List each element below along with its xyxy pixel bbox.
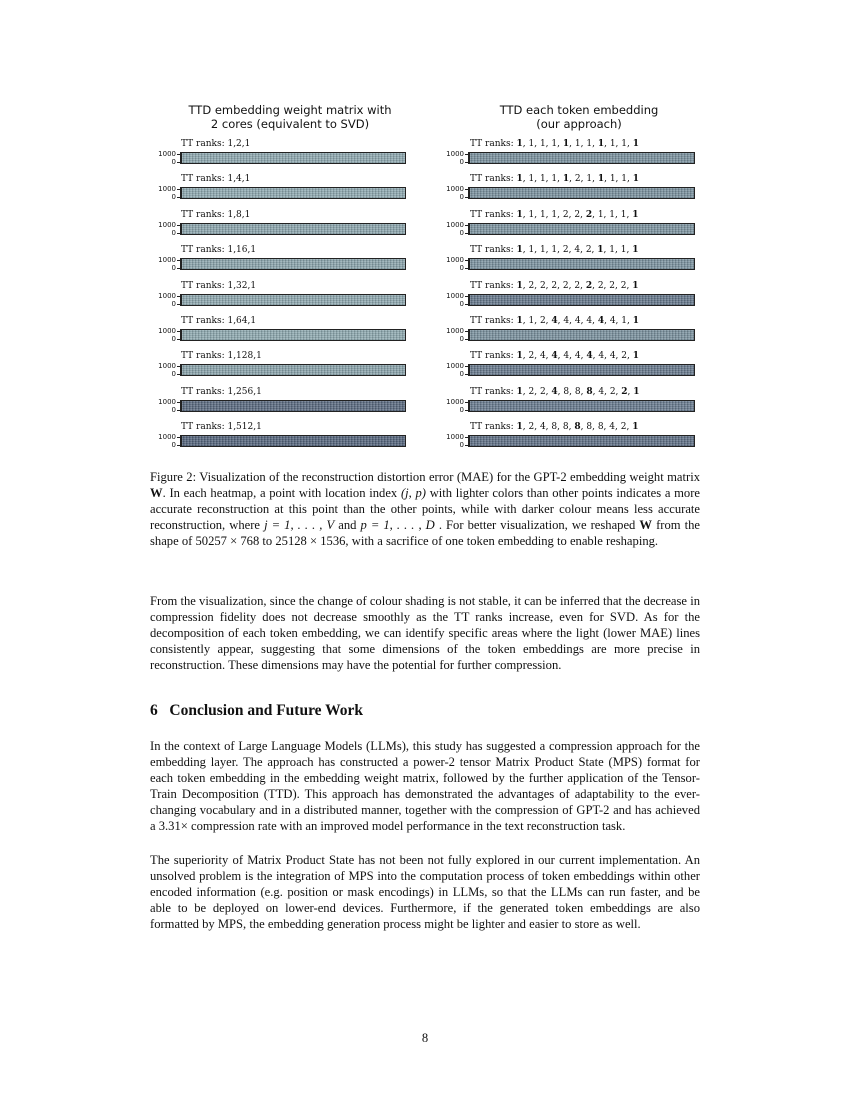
left-heatmap-bar	[181, 435, 406, 447]
left-ytick-label: 0	[171, 228, 176, 237]
right-rank-label: TT ranks: 1, 1, 2, 4, 4, 4, 4, 4, 4, 1, 1	[470, 316, 640, 326]
right-ytick-mark	[465, 268, 468, 269]
left-ytick-mark	[177, 402, 180, 403]
body-paragraph-visualization: From the visualization, since the change of colour shading is not stable, it can be inferred that the decrease in compression fidelity does not decrease smoothly as the TT ranks increase, even for SVD. As for the decomposition of each token embedding, we can identify specific areas where the light (lower MAE) lines consistently appear, suggesting that some dimensions of the token embeddings are more precise in reconstruction. These dimensions may have the potential for further compression.	[150, 594, 700, 672]
left-ytick-mark	[177, 445, 180, 446]
right-ytick-label: 1000	[446, 185, 464, 194]
section-number: 6	[150, 702, 158, 719]
right-ytick-mark	[465, 154, 468, 155]
left-y-axis	[180, 223, 181, 235]
caption-text-5: from the shape of	[150, 518, 700, 548]
right-heatmap-bar	[469, 400, 695, 412]
left-rank-label: TT ranks: 1,16,1	[181, 245, 257, 256]
right-ytick-mark	[465, 374, 468, 375]
right-y-axis	[468, 223, 469, 235]
right-heatmap-bar	[469, 294, 695, 306]
right-ytick-label: 0	[459, 441, 464, 450]
right-title-line-1: TTD each token embedding	[499, 103, 659, 117]
left-heatmap-bar	[181, 152, 406, 164]
left-ytick-label: 1000	[158, 397, 176, 406]
right-ytick-label: 0	[459, 158, 464, 166]
right-ytick-mark	[465, 410, 468, 411]
right-rank-label: TT ranks: 1, 2, 4, 8, 8, 8, 8, 8, 4, 2, 1	[470, 422, 639, 433]
left-ytick-mark	[177, 296, 180, 297]
left-title-line-1: TTD embedding weight matrix with	[188, 103, 392, 117]
right-rank-label: TT ranks: 1, 1, 1, 1, 1, 1, 1, 1, 1, 1, 1	[470, 139, 640, 149]
left-y-axis	[180, 258, 181, 270]
right-ytick-label: 1000	[446, 220, 464, 229]
left-rank-label: TT ranks: 1,2,1	[181, 139, 251, 149]
body-paragraph-future-work: The superiority of Matrix Product State has not been not fully explored in our current implementation. An unsolved problem is the integration of MPS into the computation process of token embeddings within other encoded information (e.g. position or mask encodings) in LLMs, so that the LLMs can run faster, and be able to be deployed on lower-end devices. Furthermore, if the generated token embeddings are also formatted by MPS, the embedding generation process might be lighter and easier to store as well.	[150, 853, 700, 931]
right-ytick-label: 1000	[446, 397, 464, 406]
left-heatmap-bar	[181, 364, 406, 376]
right-ytick-label: 1000	[446, 150, 464, 158]
left-ytick-label: 1000	[158, 362, 176, 371]
right-y-axis	[468, 435, 469, 447]
left-ytick-mark	[177, 154, 180, 155]
page-number: 8	[421, 1031, 429, 1045]
left-ytick-mark	[177, 260, 180, 261]
left-heatmap-bar	[181, 294, 406, 306]
left-y-axis	[180, 435, 181, 447]
right-ytick-mark	[465, 331, 468, 332]
caption-and: and	[334, 518, 361, 532]
right-ytick-mark	[465, 296, 468, 297]
right-heatmap-bar	[469, 364, 695, 376]
caption-index-pair: (j, p)	[400, 486, 426, 500]
right-ytick-label: 0	[459, 405, 464, 414]
left-ytick-mark	[177, 339, 180, 340]
left-ytick-mark	[177, 331, 180, 332]
right-ytick-mark	[465, 260, 468, 261]
left-ytick-mark	[177, 366, 180, 367]
left-ytick-label: 1000	[158, 150, 176, 158]
left-ytick-mark	[177, 162, 180, 163]
left-ytick-mark	[177, 233, 180, 234]
left-heatmap-bar	[181, 329, 406, 341]
left-ytick-label: 0	[171, 441, 176, 450]
left-ytick-mark	[177, 197, 180, 198]
right-ytick-label: 1000	[446, 327, 464, 335]
right-y-axis	[468, 364, 469, 376]
left-title-line-2: 2 cores (equivalent to SVD)	[210, 117, 370, 131]
right-ytick-label: 1000	[446, 362, 464, 371]
left-column-title	[160, 103, 420, 131]
right-ytick-label: 0	[459, 264, 464, 273]
left-heatmap-bar	[181, 258, 406, 270]
right-rank-label: TT ranks: 1, 2, 2, 2, 2, 2, 2, 2, 2, 2, 1	[470, 280, 639, 291]
right-ytick-label: 1000	[446, 433, 464, 442]
right-heatmap-bar	[469, 223, 695, 235]
right-column-title	[449, 103, 709, 131]
right-y-axis	[468, 152, 469, 164]
left-ytick-label: 0	[171, 264, 176, 273]
right-y-axis	[468, 400, 469, 412]
right-rank-label: TT ranks: 1, 2, 2, 4, 8, 8, 8, 4, 2, 2, 1	[470, 386, 640, 397]
left-ytick-mark	[177, 225, 180, 226]
right-heatmap-bar	[469, 329, 695, 341]
right-ytick-mark	[465, 445, 468, 446]
left-heatmap-bar	[181, 400, 406, 412]
right-ytick-mark	[465, 162, 468, 163]
right-ytick-mark	[465, 233, 468, 234]
left-y-axis	[180, 152, 181, 164]
left-ytick-label: 1000	[158, 256, 176, 265]
left-ytick-mark	[177, 268, 180, 269]
right-ytick-mark	[465, 402, 468, 403]
caption-text-2: . In each heatmap, a point with location index	[162, 486, 401, 500]
left-ytick-label: 1000	[158, 291, 176, 300]
left-ytick-mark	[177, 374, 180, 375]
right-y-axis	[468, 329, 469, 341]
caption-shape-original: 50257 × 768	[195, 534, 260, 548]
right-ytick-label: 0	[459, 228, 464, 237]
left-rank-label: TT ranks: 1,512,1	[181, 422, 262, 433]
left-rank-label: TT ranks: 1,32,1	[181, 280, 257, 291]
left-ytick-label: 0	[171, 335, 176, 343]
right-ytick-label: 1000	[446, 291, 464, 300]
left-heatmap-bar	[181, 187, 406, 199]
left-y-axis	[180, 294, 181, 306]
caption-to: to	[259, 534, 276, 548]
right-rank-label: TT ranks: 1, 1, 1, 1, 2, 4, 2, 1, 1, 1, 1	[470, 245, 639, 256]
right-rank-label: TT ranks: 1, 1, 1, 1, 2, 2, 2, 1, 1, 1, 1	[470, 209, 639, 220]
right-ytick-label: 0	[459, 299, 464, 308]
caption-text-4: . For better visualization, we reshaped	[434, 518, 640, 532]
left-heatmap-bar	[181, 223, 406, 235]
left-y-axis	[180, 329, 181, 341]
left-ytick-label: 1000	[158, 433, 176, 442]
caption-j-range: j = 1, . . . , V	[264, 518, 335, 532]
right-ytick-mark	[465, 225, 468, 226]
left-ytick-mark	[177, 304, 180, 305]
caption-text-3: with lighter colors than other points indicates a more accurate reconstruction at this point than the other points, while with darker colour means less accurate reconstruction, where	[150, 486, 701, 532]
left-y-axis	[180, 364, 181, 376]
caption-matrix-symbol-2: W	[639, 518, 653, 532]
right-y-axis	[468, 187, 469, 199]
caption-text-1: Figure 2: Visualization of the reconstruction distortion error (MAE) for the GPT-2 embedding weight matrix	[150, 470, 700, 484]
left-ytick-label: 1000	[158, 327, 176, 335]
right-ytick-label: 0	[459, 193, 464, 202]
left-ytick-label: 0	[171, 299, 176, 308]
left-ytick-mark	[177, 410, 180, 411]
left-ytick-label: 1000	[158, 185, 176, 194]
caption-text-6: , with a sacrifice of one token embedding to enable reshaping.	[345, 534, 659, 548]
right-title-line-2: (our approach)	[536, 117, 622, 131]
left-y-axis	[180, 400, 181, 412]
left-y-axis	[180, 187, 181, 199]
caption-p-range: p = 1, . . . , D	[360, 518, 435, 532]
left-ytick-label: 0	[171, 158, 176, 166]
section-heading	[150, 702, 363, 720]
caption-shape-reshaped: 25128 × 1536	[275, 534, 346, 548]
right-rank-label: TT ranks: 1, 2, 4, 4, 4, 4, 4, 4, 4, 2, 1	[470, 351, 640, 362]
right-heatmap-bar	[469, 435, 695, 447]
right-ytick-mark	[465, 339, 468, 340]
left-rank-label: TT ranks: 1,8,1	[181, 209, 251, 220]
caption-matrix-symbol: W	[150, 486, 163, 500]
right-rank-label: TT ranks: 1, 1, 1, 1, 1, 2, 1, 1, 1, 1, 1	[470, 174, 640, 185]
right-y-axis	[468, 294, 469, 306]
left-rank-label: TT ranks: 1,4,1	[181, 174, 251, 185]
left-ytick-label: 1000	[158, 220, 176, 229]
right-ytick-mark	[465, 197, 468, 198]
right-ytick-label: 1000	[446, 256, 464, 265]
section-title: Conclusion and Future Work	[169, 702, 364, 719]
right-y-axis	[468, 258, 469, 270]
left-ytick-mark	[177, 189, 180, 190]
left-rank-label: TT ranks: 1,256,1	[181, 386, 262, 397]
left-ytick-label: 0	[171, 370, 176, 379]
right-ytick-mark	[465, 437, 468, 438]
right-ytick-mark	[465, 304, 468, 305]
left-ytick-label: 0	[171, 193, 176, 202]
left-rank-label: TT ranks: 1,128,1	[181, 351, 262, 362]
right-heatmap-bar	[469, 152, 695, 164]
right-ytick-label: 0	[459, 370, 464, 379]
left-rank-label: TT ranks: 1,64,1	[181, 316, 257, 326]
figure-caption	[150, 469, 700, 549]
right-ytick-mark	[465, 366, 468, 367]
right-heatmap-bar	[469, 187, 695, 199]
right-heatmap-bar	[469, 258, 695, 270]
left-ytick-mark	[177, 437, 180, 438]
body-paragraph-conclusion: In the context of Large Language Models (LLMs), this study has suggested a compression approach for the embedding layer. The approach has constructed a power-2 tensor Matrix Product State (MPS) format for each token embedding in the embedding weight matrix, followed by the further application of the Tensor-Train Decomposition (TTD). This approach has demonstrated the advantages of adaptability to the ever-changing vocabulary and in a distributed manner, together with the compression of GPT-2 and has achieved a 3.31× compression rate with an improved model performance in the text reconstruction task.	[150, 739, 700, 833]
right-ytick-label: 0	[459, 335, 464, 343]
left-ytick-label: 0	[171, 405, 176, 414]
right-ytick-mark	[465, 189, 468, 190]
